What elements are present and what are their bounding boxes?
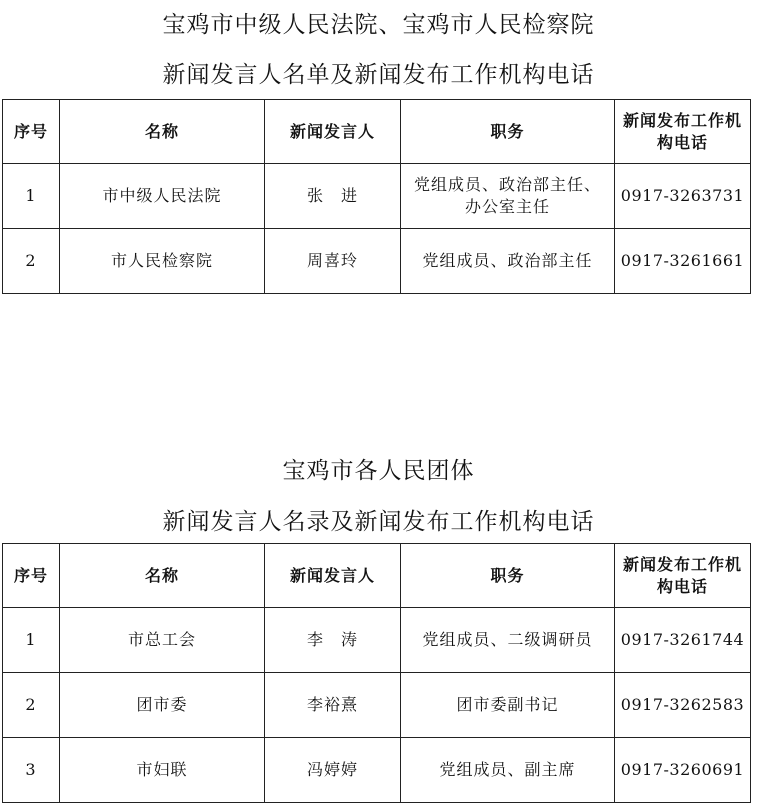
people-organizations-table (2, 543, 751, 803)
cell-duty: 党组成员、政治部主任 (401, 229, 615, 294)
header-spokesperson: 新闻发言人 (265, 544, 401, 608)
section2-title-line1: 宝鸡市各人民团体 (282, 458, 475, 484)
cell-index: 1 (3, 164, 60, 229)
cell-phone: 0917-3263731 (615, 164, 751, 229)
header-duty: 职务 (401, 544, 615, 608)
cell-name: 市妇联 (60, 738, 265, 803)
cell-duty: 党组成员、副主席 (401, 738, 615, 803)
table-row (3, 738, 751, 803)
cell-phone: 0917-3262583 (615, 673, 751, 738)
table-row (3, 608, 751, 673)
cell-spokesperson: 冯婷婷 (265, 738, 401, 803)
cell-spokesperson: 张 进 (265, 164, 401, 229)
section2-title-line2: 新闻发言人名录及新闻发布工作机构电话 (162, 509, 595, 535)
cell-name: 市总工会 (60, 608, 265, 673)
table-row (3, 164, 751, 229)
section1-title-line1: 宝鸡市中级人民法院、宝鸡市人民检察院 (162, 12, 595, 38)
table-row (3, 673, 751, 738)
cell-duty: 党组成员、政治部主任、办公室主任 (401, 164, 615, 229)
cell-index: 1 (3, 608, 60, 673)
cell-spokesperson: 周喜玲 (265, 229, 401, 294)
table-header-row (3, 544, 751, 608)
cell-name: 市中级人民法院 (60, 164, 265, 229)
header-name: 名称 (60, 544, 265, 608)
cell-index: 2 (3, 229, 60, 294)
cell-index: 3 (3, 738, 60, 803)
header-index: 序号 (3, 544, 60, 608)
cell-index: 2 (3, 673, 60, 738)
header-phone: 新闻发布工作机构电话 (615, 100, 751, 164)
cell-phone: 0917-3260691 (615, 738, 751, 803)
court-procuratorate-table (2, 99, 751, 294)
header-phone: 新闻发布工作机构电话 (615, 544, 751, 608)
cell-duty: 党组成员、二级调研员 (401, 608, 615, 673)
cell-name: 市人民检察院 (60, 229, 265, 294)
cell-phone: 0917-3261661 (615, 229, 751, 294)
header-index: 序号 (3, 100, 60, 164)
header-duty: 职务 (401, 100, 615, 164)
table-header-row (3, 100, 751, 164)
cell-duty: 团市委副书记 (401, 673, 615, 738)
cell-spokesperson: 李 涛 (265, 608, 401, 673)
section1-title-line2: 新闻发言人名单及新闻发布工作机构电话 (162, 62, 595, 88)
header-spokesperson: 新闻发言人 (265, 100, 401, 164)
header-name: 名称 (60, 100, 265, 164)
cell-phone: 0917-3261744 (615, 608, 751, 673)
cell-spokesperson: 李裕熹 (265, 673, 401, 738)
cell-name: 团市委 (60, 673, 265, 738)
table-row (3, 229, 751, 294)
